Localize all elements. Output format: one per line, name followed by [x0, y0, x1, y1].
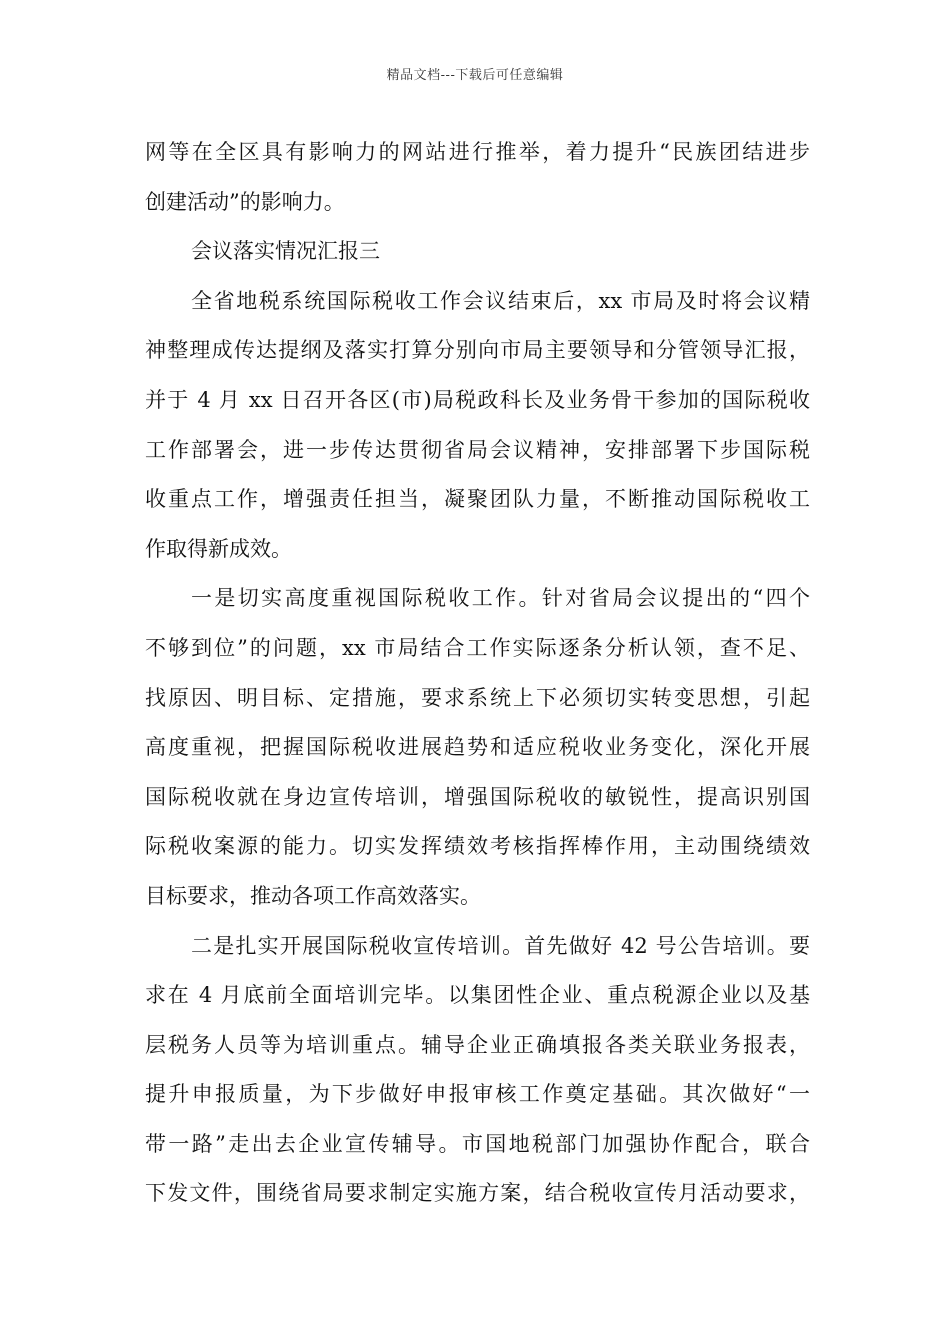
text-line: 高度重视，把握国际税收进展趋势和适应税收业务变化，深化开展	[145, 735, 810, 760]
text-line: 国际税收就在身边宣传培训，增强国际税收的敏锐性，提高识别国	[145, 784, 810, 809]
text-line: 找原因、明目标、定措施，要求系统上下必须切实转变思想，引起	[145, 685, 810, 710]
section-heading: 会议落实情况汇报三	[191, 239, 380, 264]
text-line: 目标要求，推动各项工作高效落实。	[145, 883, 481, 908]
text-line: 求在 4 月底前全面培训完毕。以集团性企业、重点税源企业以及基	[145, 983, 810, 1008]
text-line: 二是扎实开展国际税收宣传培训。首先做好 42 号公告培训。要	[191, 933, 810, 958]
text-line: 提升申报质量，为下步做好申报审核工作奠定基础。其次做好“一	[145, 1082, 810, 1107]
text-line: 带一路”走出去企业宣传辅导。市国地税部门加强协作配合，联合	[145, 1131, 810, 1156]
text-line: 创建活动”的影响力。	[145, 189, 345, 214]
text-line: 不够到位”的问题，xx 市局结合工作实际逐条分析认领，查不足、	[145, 635, 810, 660]
text-line: 层税务人员等为培训重点。辅导企业正确填报各类关联业务报表，	[145, 1032, 810, 1057]
text-line: 下发文件，围绕省局要求制定实施方案，结合税收宣传月活动要求，	[145, 1181, 810, 1206]
text-line: 并于 4 月 xx 日召开各区(市)局税政科长及业务骨干参加的国际税收	[145, 387, 810, 412]
text-line: 网等在全区具有影响力的网站进行推举，着力提升“民族团结进步	[145, 140, 810, 164]
page-header: 精品文档---下载后可任意编辑	[386, 68, 564, 83]
text-line: 全省地税系统国际税收工作会议结束后，xx 市局及时将会议精	[191, 288, 810, 313]
text-line: 神整理成传达提纲及落实打算分别向市局主要领导和分管领导汇报，	[145, 338, 810, 363]
text-line: 一是切实高度重视国际税收工作。针对省局会议提出的“四个	[191, 586, 810, 611]
text-line: 工作部署会，进一步传达贯彻省局会议精神，安排部署下步国际税	[145, 437, 810, 462]
text-line: 作取得新成效。	[145, 536, 292, 561]
text-line: 收重点工作，增强责任担当，凝聚团队力量，不断推动国际税收工	[145, 487, 810, 512]
document-body	[145, 128, 810, 1219]
text-line: 际税收案源的能力。切实发挥绩效考核指挥棒作用，主动围绕绩效	[145, 834, 810, 859]
